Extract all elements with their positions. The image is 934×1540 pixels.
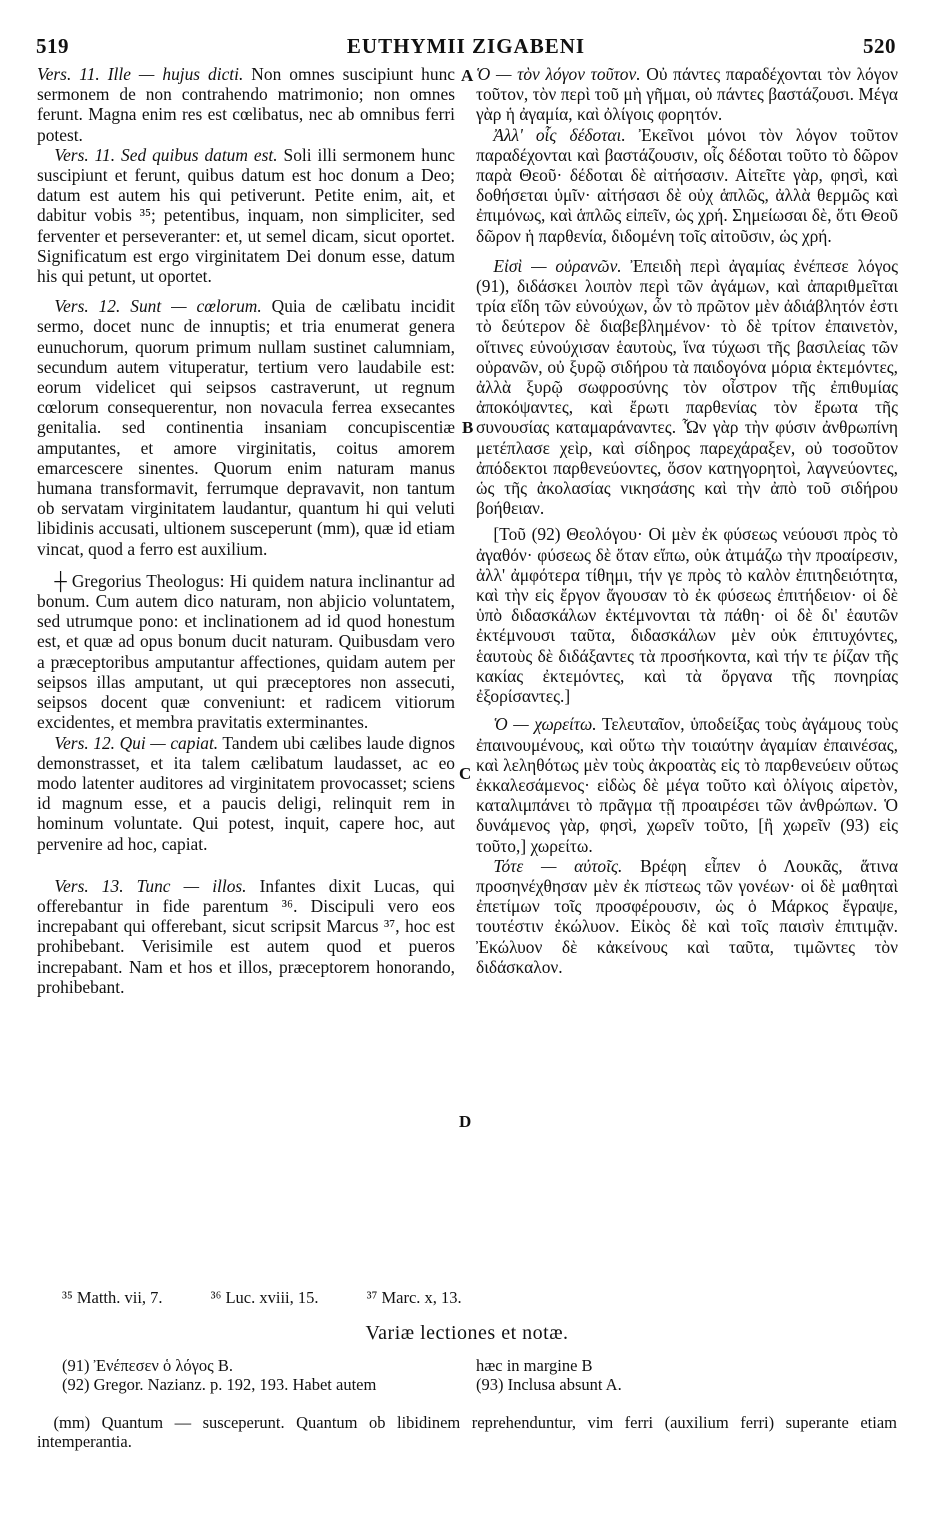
variant-note-91: (91) Ἐνέπεσεν ὁ λόγος B. xyxy=(62,1356,233,1375)
greek-theologus xyxy=(476,524,898,706)
verse-text: Ἐπειδὴ περὶ ἀγαμίας ἐνέπεσε λόγος (91), διδάσκει λοιπὸν περὶ τῶν ἀγάμων, καὶ ἀπαριθμεῖται τρία εἴδη τῶν εὐνούχων, ὧν τὸ πρῶτον μὲν ἀδιάβλητόν ἐστι τὸ δεύτερον δὲ διαβεβλημένον· τὸ δὲ τρίτον ἐπαινετὸν, οἵτινες εὐνούχισαν ἑαυτοὺς, ἵνα τύχωσι τῆς βασιλείας τῶν οὐρανῶν, οὐ ξυρῷ σιδήρου τὰ παιδογόνα μόρια ἐκτεμόντες, ἀλλὰ ξυρῷ σωφροσύνης τὸν οἶστρον τῆς ἐπιθυμίας ἀποκόψαντες, καὶ ἔρωτι παρθενίας τὸν ἔρωτα τῆς συνουσίας καταμαράναντες. Ὧν γὰρ τὴν φύσιν ἀνθρωπίνη μετέπλασε χεὶρ, καὶ σίδηρος παρεχάραξεν, οὐ τοσοῦτον ἀπόδεκτοι παρθενεύοντες, ὅσον κατηγορητοὶ, λαγνεύοντες, ὡς τῆς ἀκολασίας νικησάσης καὶ τὴν ἀπὸ τοῦ σιδήρου βοήθειαν. xyxy=(476,255,898,519)
variant-notes-right xyxy=(476,1356,622,1394)
greek-verse-13 xyxy=(476,856,898,977)
verse-heading: Ὁ — χωρείτω. xyxy=(493,714,597,735)
footnote-36: ³⁶ Luc. xviii, 15. xyxy=(210,1288,319,1307)
verse-heading: Vers. 12. Qui — capiat. xyxy=(54,732,219,753)
verse-text: Ἐκεῖνοι μόνοι τὸν λόγον τοῦτον παραδέχονται καὶ βαστάζουσιν, οἷς δέδοται τοῦτο τὸ δῶρον παρὰ Θεοῦ· δέδοται δὲ αἰτήσασιν. Αἰτεῖτε γὰρ, φησὶ, καὶ δοθήσεται ὑμῖν· αἰτήσασι δὲ οὐχ ἁπλῶς, ἀλλὰ θερμῶς καὶ ἐπιμόνως, καὶ ἁπλῶς εἰπεῖν, ὡς χρή. Σημείωσαι δὲ, ὅτι Θεοῦ δῶρον ἡ παρθενία, διδομένη τοῖς αἰτοῦσιν, ὡς χρή. xyxy=(476,124,898,246)
verse-heading: Vers. 11. Ille — hujus dicti. xyxy=(37,64,244,84)
margin-marker-a: A xyxy=(461,66,474,85)
variae-lectiones-title: Variæ lectiones et notæ. xyxy=(365,1322,569,1344)
page-number-left: 519 xyxy=(36,34,69,58)
margin-marker-c: C xyxy=(459,764,472,783)
page-header xyxy=(36,34,896,60)
note-mm: (mm) Quantum — susceperunt. Quantum ob libidinem reprehenduntur, vim ferri (auxilium ferri) superante etiam intemperantia. xyxy=(37,1413,897,1451)
footnote-37: ³⁷ Marc. x, 13. xyxy=(366,1288,462,1307)
running-title: EUTHYMII ZIGABENI xyxy=(346,34,586,58)
commentary-text: ┼ Gregorius Theologus: Hi quidem natura inclinantur ad bonum. Cum autem dico naturam, non abjicio voluntatem, sed utrumque pono: et inclinationem ad id quod honestum est, et quæ ad opus bonum ducit naturam. Quibusdam vero a præceptoribus amputantur affectiones, quidam autem per seipsos illas amputant, ut qui præceptores non assecuti, seipsos docent quæ conveniunt: et radicem vitiorum excidentes, et membra pravitatis exterminantes. xyxy=(37,570,455,733)
greek-verse-12b xyxy=(476,714,898,855)
footnotes xyxy=(62,1288,506,1308)
greek-verse-12a xyxy=(476,256,898,519)
latin-verse-11a xyxy=(37,64,455,145)
verse-text: Βρέφη εἶπεν ὁ Λουκᾶς, ἅτινα προσηνέχθησαν μὲν ἐκ πίστεως τῶν γονέων· οἱ δὲ μαθηταὶ ἐπετίμων τοῖς προσφέρουσιν, ὡς ὁ Μάρκος ἔγραψε, τουτέστιν ἐκώλυον. Εἰκὸς δὲ καὶ τοῖς παισὶν ἐπιτιμᾷν. Ἐκώλυον δὲ κἀκείνους καὶ ταῦτα, τιμῶντες τὸν διδάσκαλον. xyxy=(476,855,898,977)
verse-text: Tandem ubi cælibes laude dignos demonstrasset, et ita talem cælibatum laudasset, ac eo modo latenter auditores ad virginitatem provocasset; sciens id magnum esse, et a paucis deligi, relinquit rem in hominum voluntate. Qui potest, inquit, capere hoc, aut pervenire ad hoc, capiat. xyxy=(37,732,455,854)
latin-verse-12b xyxy=(37,733,455,854)
verse-heading: Vers. 12. Sunt — cœlorum. xyxy=(54,296,262,317)
verse-text: Non omnes suscipiunt hunc sermonem de non contrahendo matrimonio; non omnes ferunt. Magna enim res est cœlibatus, nec ab omnibus ferri potest. xyxy=(37,64,455,145)
latin-verse-12a xyxy=(37,296,455,559)
page-number-right: 520 xyxy=(863,34,896,58)
verse-heading: Ὁ — τὸν λόγον τοῦτον. xyxy=(476,64,641,84)
verse-text: Infantes dixit Lucas, qui offerebantur in fide parentum ³⁶. Discipuli vero eos increpabant qui offerebant, sicut scripsit Marcus ³⁷, hoc est prohibebant. Verisimile est autem quod et pueros increpabant. Nam et hos et illos, præceptorem honorando, prohibebant. xyxy=(37,875,455,997)
greek-column xyxy=(476,64,898,977)
verse-text: Soli illi sermonem hunc suscipiunt et ferunt, quibus datum est hoc donum a Deo; datum est autem his qui petiverunt. Petite enim, ait, et dabitur vobis ³⁵; petentibus, inquam, non simpliciter, sed ferventer et perseveranter: et, ut semel dicam, sicut oportet. Significatum est ergo virginitatem Dei donum esse, datum his qui petunt, ut oportet. xyxy=(37,144,455,287)
latin-verse-11b xyxy=(37,145,455,286)
verse-heading: Ἀλλ' οἷς δέδοται. xyxy=(493,124,626,145)
greek-verse-11a xyxy=(476,64,898,125)
margin-marker-d: D xyxy=(459,1112,472,1131)
verse-heading: Vers. 11. Sed quibus datum est. xyxy=(54,144,278,165)
verse-heading: Εἰσὶ — οὐρανῶν. xyxy=(493,255,622,276)
variant-notes-left xyxy=(62,1356,376,1394)
margin-marker-b: B xyxy=(462,418,474,437)
verse-text: Οὐ πάντες παραδέχονται τὸν λόγον τοῦτον, τὸν περὶ τοῦ μὴ γῆμαι, οὐ πάντες βαστάζουσι. Μέγα γὰρ ἡ ἀγαμία, καὶ ὀλίγοις φορητόν. xyxy=(476,64,898,125)
verse-heading: Τότε — αὐτοῖς. xyxy=(493,855,623,876)
latin-column xyxy=(37,64,455,997)
verse-text: Quia de cælibatu incidit sermo, docet nunc de innuptis; et tria enumerat genera eunuchorum, quorum primum nullam sustinet calumniam, secundum autem vituperatur, tertium vero laudabile est: eorum videlicet qui seipsos castraverunt, ut regnum cœlorum consequerentur, non novacula ferrea exsecantes genitalia. sed continentia insaniam concupiscentiæ amputantes, et amore virginitatis, coitus amorem emarcescere sinentes. Quorum enim naturam manus humana transformavit, ferrumque depravavit, non tantum ob servatam virginitatem laudantur, quantum hi qui veluti libidinis accusati, ultionem susceperunt (mm), quæ id etiam vincat, quod a ferro est auxilium. xyxy=(37,296,455,559)
footnote-35: ³⁵ Matth. vii, 7. xyxy=(62,1288,163,1307)
verse-heading: Vers. 13. Tunc — illos. xyxy=(54,875,247,896)
latin-verse-13 xyxy=(37,876,455,997)
variant-note-93: (93) Inclusa absunt A. xyxy=(476,1375,622,1394)
greek-verse-11b xyxy=(476,125,898,246)
verse-text: Τελευταῖον, ὑποδείξας τοὺς ἀγάμους τοὺς ἐπαινουμένους, καὶ οὕτω τὴν τοιαύτην ἀγαμίαν ἐπαινέσας, καὶ λεληθότως μὲν τοὺς ἀκροατὰς εἰς τὸ παρθενεύειν οὕτως ἐκκαλεσάμενος· εἰδὼς δὲ μέγα τοῦτο καὶ ὀλίγοις αἱρετὸν, καταλιμπάνει τὸ πρᾶγμα τῇ προαιρέσει τῶν ἀνθρώπων. Ὁ δυνάμενος γὰρ, φησὶ, χωρεῖν τοῦτο, [ἢ χωρεῖν (93) εἰς τοῦτο,] χωρείτω. xyxy=(476,714,898,856)
latin-gregorius xyxy=(37,571,455,733)
variant-note-92: (92) Gregor. Nazianz. p. 192, 193. Habet autem xyxy=(62,1375,377,1394)
commentary-text: [Τοῦ (92) Θεολόγου· Οἱ μὲν ἐκ φύσεως νεύουσι πρὸς τὸ ἀγαθόν· φύσεως δὲ ὅταν εἴπω, οὐκ ἀτιμάζω τὴν προαίρεσιν, ἀλλ' ἀμφότερα τίθημι, τήν γε πρὸς τὸ καλὸν ἐπιτηδειότητα, καὶ τὴν εἰς ἔργον ἄγουσαν τὸ ἐκ φύσεως ἐπιτήδειον· οἱ δὲ ὑπὸ διδασκάλων ἐκτέμνονται τὰ πάθη· οἱ δὲ δι' ἑαυτῶν ἐκτέμνουσι ταῦτα, διδασκάλων μὲν οὐκ ἐπιτυχόντες, ἑαυτοὺς δὲ διδάξαντες τὰ προσήκοντα, καὶ τήν τε ῥίζαν τῆς κακίας ἐκτεμόντες, καὶ τὰ ὄργανα τῆς πονηρίας ἐξορίσαντες.] xyxy=(476,524,898,707)
variant-note-92-cont: hæc in margine B xyxy=(476,1356,593,1375)
